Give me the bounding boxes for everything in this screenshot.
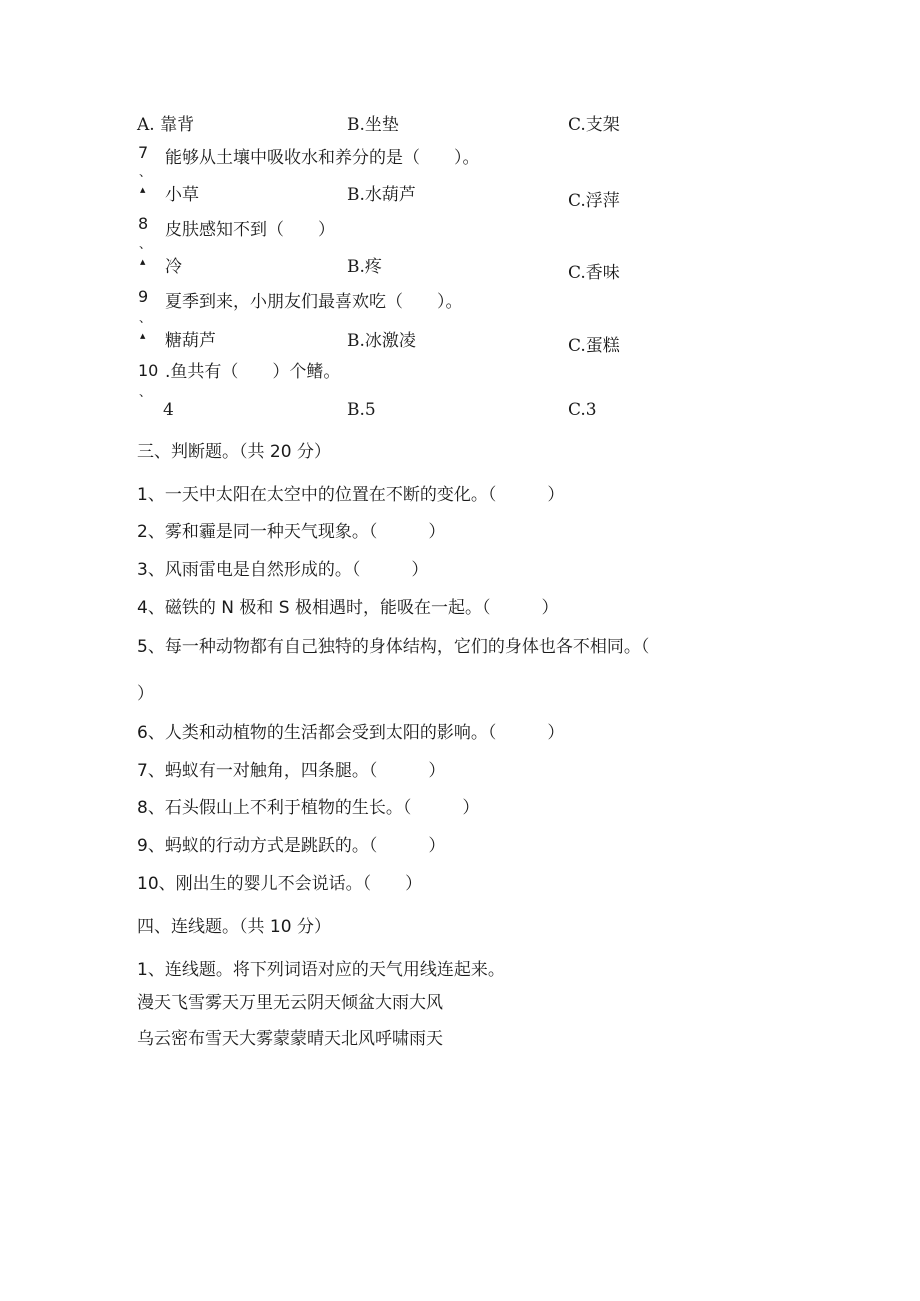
q7-comma-mark: 、 xyxy=(139,165,152,179)
q9-dot-mark: ▲ xyxy=(140,332,146,340)
q9-comma-mark: 、 xyxy=(139,311,152,325)
q6-option-a: A. 靠背 xyxy=(137,115,195,135)
q7-option-c: C.浮萍 xyxy=(568,191,620,211)
q9-option-c: C.蛋糕 xyxy=(568,336,620,356)
q8-number: 8 xyxy=(138,214,149,233)
tf-item-2: 2、雾和霾是同一种天气现象。（ ） xyxy=(137,522,446,542)
tf-item-6: 6、人类和动植物的生活都会受到太阳的影响。（ ） xyxy=(137,723,565,743)
q7-number: 7 xyxy=(138,143,149,162)
tf-item-8: 8、石头假山上不利于植物的生长。（ ） xyxy=(137,798,480,818)
section3-title: 三、判断题。（共 20 分） xyxy=(137,442,331,462)
q9-number: 9 xyxy=(138,287,149,306)
tf-item-1: 1、一天中太阳在太空中的位置在不断的变化。（ ） xyxy=(137,485,565,505)
q8-option-a: 冷 xyxy=(165,257,182,277)
tf-item-9: 9、蚂蚁的行动方式是跳跃的。（ ） xyxy=(137,836,446,856)
match-row-2: 乌云密布雪天大雾蒙蒙晴天北风呼啸雨天 xyxy=(137,1029,443,1049)
q6-option-c: C.支架 xyxy=(568,115,620,135)
q8-stem: 皮肤感知不到（ ） xyxy=(165,220,335,240)
q10-comma-mark: 、 xyxy=(139,385,152,399)
q8-option-b: B.疼 xyxy=(347,257,382,277)
q7-option-b: B.水葫芦 xyxy=(347,185,416,205)
q9-stem: 夏季到来，小朋友们最喜欢吃（ ）。 xyxy=(165,292,463,312)
tf-item-5: 5、每一种动物都有自己独特的身体结构，它们的身体也各不相同。（ xyxy=(137,637,650,657)
q10-option-a: 4 xyxy=(163,400,174,420)
tf-item-7: 7、蚂蚁有一对触角，四条腿。（ ） xyxy=(137,761,446,781)
tf-item-3: 3、风雨雷电是自然形成的。（ ） xyxy=(137,560,429,580)
q10-number: 10 xyxy=(138,361,159,380)
q10-option-b: B.5 xyxy=(347,400,376,420)
q9-option-b: B.冰激凌 xyxy=(347,331,416,351)
q7-stem: 能够从土壤中吸收水和养分的是（ ）。 xyxy=(165,148,480,168)
q9-option-a: 糖葫芦 xyxy=(165,331,216,351)
q8-option-c: C.香味 xyxy=(568,263,620,283)
tf-item-5-close: ） xyxy=(137,684,154,704)
tf-item-10: 10、刚出生的婴儿不会说话。（ ） xyxy=(137,874,423,894)
q10-stem: .鱼共有（ ）个鳍。 xyxy=(165,362,341,382)
match-row-1: 漫天飞雪雾天万里无云阴天倾盆大雨大风 xyxy=(137,993,443,1013)
q8-comma-mark: 、 xyxy=(139,237,152,251)
q7-option-a: 小草 xyxy=(165,185,199,205)
section4-title: 四、连线题。（共 10 分） xyxy=(137,917,331,937)
match-question-1: 1、连线题。将下列词语对应的天气用线连起来。 xyxy=(137,960,505,980)
q8-dot-mark: ▲ xyxy=(140,258,146,266)
q10-option-c: C.3 xyxy=(568,400,597,420)
tf-item-4: 4、磁铁的 N 极和 S 极相遇时，能吸在一起。（ ） xyxy=(137,598,559,618)
q6-option-b: B.坐垫 xyxy=(347,115,399,135)
q7-dot-mark: ▲ xyxy=(140,186,146,194)
